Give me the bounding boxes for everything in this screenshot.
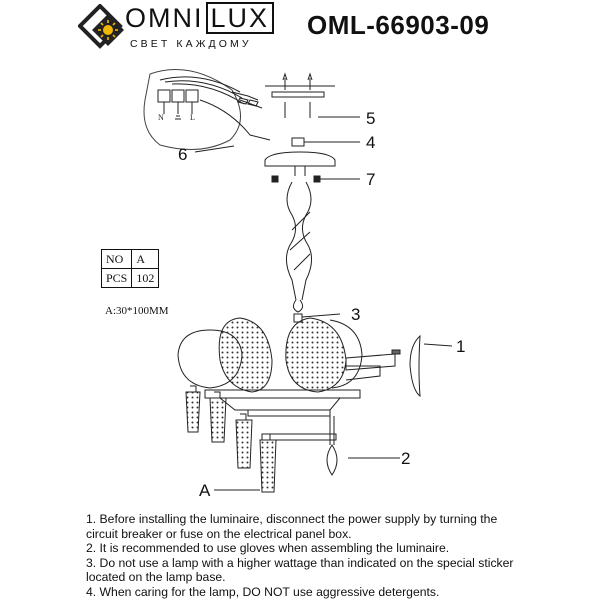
chandelier-body — [178, 318, 452, 475]
table-cell: PCS — [102, 269, 132, 288]
wiring-detail — [144, 70, 270, 152]
note-item: 3. Do not use a lamp with a higher wattage than indicated on the special sticker located on the lamp base. — [86, 555, 514, 585]
callout-2: 2 — [401, 449, 411, 468]
canopy — [265, 138, 360, 182]
model-number: OML-66903-09 — [307, 10, 490, 40]
wire-label-n: N — [158, 113, 164, 122]
callout-a: A — [199, 481, 211, 500]
table-cell: 102 — [132, 269, 159, 288]
table-cell: A — [132, 250, 159, 269]
installation-notes — [86, 512, 526, 600]
wire-label-l: L — [190, 113, 195, 122]
note-item: 4. When caring for the lamp, DO NOT use aggressive detergents. — [86, 584, 440, 599]
ceiling-mount — [265, 74, 360, 118]
table-cell: NO — [102, 250, 132, 269]
callout-4: 4 — [366, 133, 376, 152]
callout-7: 7 — [366, 170, 376, 189]
stem — [286, 182, 340, 322]
note-item: 2. It is recommended to use gloves when assembling the luminaire. — [86, 541, 450, 556]
callout-1: 1 — [456, 337, 466, 356]
callout-5: 5 — [366, 109, 376, 128]
callout-3: 3 — [351, 305, 361, 324]
brand-name-omni: OMNI — [125, 3, 204, 33]
brand-name-lux: LUX — [206, 2, 275, 34]
callout-6: 6 — [178, 145, 188, 164]
brand-tagline: СВЕТ КАЖДОМУ — [130, 38, 252, 50]
note-item: 1. Before installing the luminaire, disconnect the power supply by turning the circuit breaker or fuse on the electrical panel box. — [86, 512, 498, 541]
dimension-note: A:30*100MM — [105, 305, 169, 317]
